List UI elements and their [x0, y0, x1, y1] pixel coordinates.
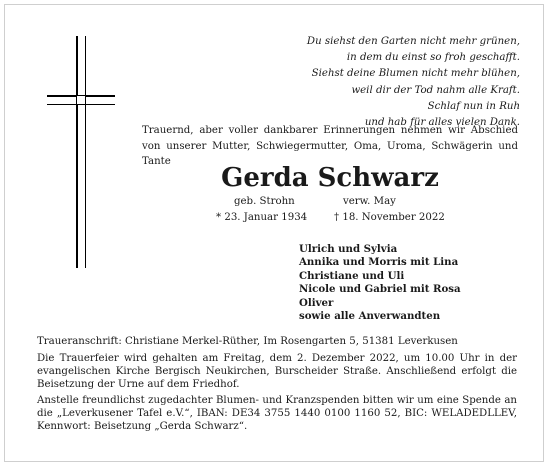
family-list: [299, 243, 461, 323]
deceased-name: Gerda Schwarz: [221, 163, 439, 193]
family-member: Annika und Morris mit Lina: [299, 256, 459, 269]
family-member: Ulrich und Sylvia: [299, 243, 398, 255]
funeral-info: Die Trauerfeier wird gehalten am Freitag, dem 2. Dezember 2022, um 10.00 Uhr in der evangelischen Kirche Bergisch Neukirchen, Burscheider Straße. Anschließend erfolgt die Beisetzung der Urne auf dem Friedhof.: [37, 353, 517, 390]
married-name: verw. May: [343, 196, 396, 207]
poem-line: Du siehst den Garten nicht mehr grünen,: [306, 36, 520, 47]
poem-line: Siehst deine Blumen nicht mehr blühen,: [311, 68, 520, 80]
family-member: Christiane und Uli: [299, 269, 405, 282]
poem-line: weil dir der Tod nahm alle Kraft.: [351, 84, 520, 96]
donation-info: Anstelle freundlichst zugedachter Blumen- und Kranzspenden bitten wir um eine Spende an die „Leverkusener Tafel e.V.“, IBAN: DE34 3755 1440 0100 1160 52, BIC: WELADEDLLEV, Kennwort: Beisetzung „Gerda Schwarz“.: [37, 395, 517, 432]
poem: [220, 34, 520, 131]
mourning-address: Traueranschrift: Christiane Merkel-Rüther, Im Rosengarten 5, 51381 Leverkusen: [37, 336, 458, 347]
family-member: Oliver: [299, 296, 334, 309]
family-member: Nicole und Gabriel mit Rosa: [299, 283, 461, 296]
poem-line: und hab für alles vielen Dank.: [364, 117, 520, 129]
birth-name: geb. Strohn: [234, 196, 295, 207]
cross-icon: [47, 36, 115, 268]
birth-date: * 23. Januar 1934: [216, 212, 308, 223]
family-member: sowie alle Anverwandten: [299, 310, 441, 323]
intro-text: Trauernd, aber voller dankbarer Erinnerungen nehmen wir Abschied von unserer Mutter, Schwiegermutter, Oma, Uroma, Schwägerin und Tante: [142, 125, 518, 167]
poem-line: in dem du einst so froh geschafft.: [346, 52, 520, 64]
death-date: † 18. November 2022: [334, 212, 445, 223]
poem-line: Schlaf nun in Ruh: [427, 100, 520, 112]
